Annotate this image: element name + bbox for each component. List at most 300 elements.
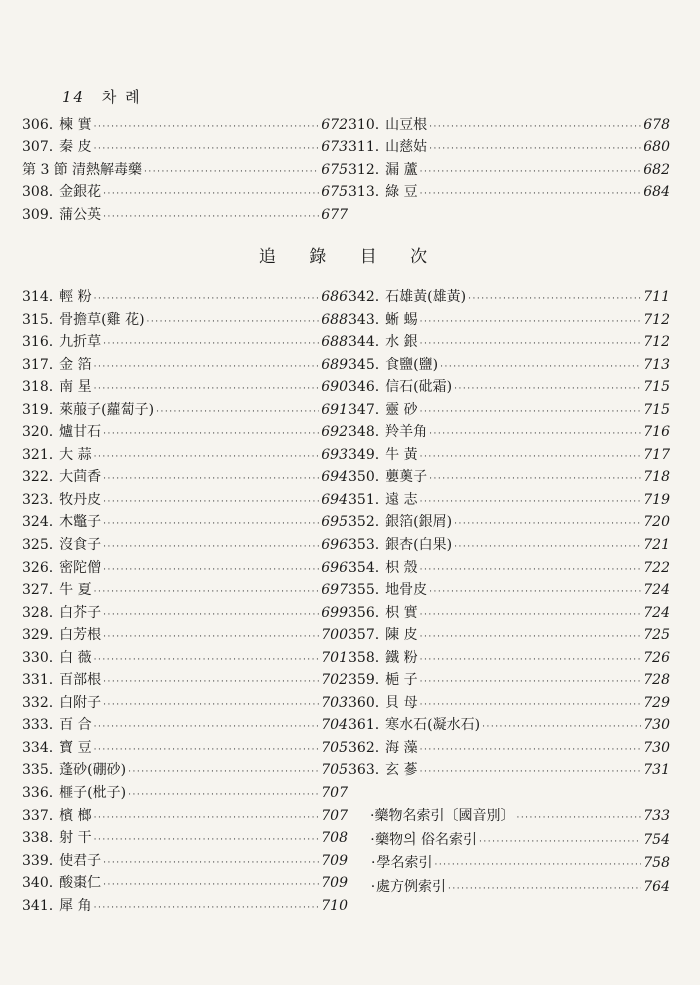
entry-number: 353.	[348, 537, 380, 554]
entry-page: 692	[321, 424, 348, 441]
entry-page: 691	[321, 401, 348, 418]
entry-page: 730	[643, 717, 670, 734]
dot-leader	[128, 767, 319, 777]
entry-number: 323.	[22, 491, 54, 508]
entry-page: 704	[321, 717, 348, 734]
entry-number: 319.	[22, 401, 54, 418]
toc-entry	[348, 331, 670, 354]
entry-name: 枳 實	[385, 604, 418, 621]
toc-entry	[348, 714, 670, 737]
dot-leader	[94, 722, 320, 732]
toc-entry	[22, 579, 348, 602]
entry-name: 酸棗仁	[59, 875, 102, 892]
entry-name: 輕 粉	[59, 289, 92, 305]
entry-number: 344.	[348, 334, 380, 351]
entry-number: 347.	[348, 401, 380, 418]
entry-name: 白芥子	[59, 604, 102, 621]
entry-name: 榧子(枇子)	[59, 785, 127, 802]
entry-page: 696	[321, 537, 348, 554]
entry-page: 731	[643, 762, 670, 779]
entry-page: 695	[321, 514, 348, 531]
appendix-heading: 追 錄 目 次	[258, 247, 442, 267]
entry-page: 686	[321, 289, 348, 305]
entry-number: 338.	[22, 830, 54, 847]
dot-leader	[420, 565, 642, 575]
entry-name: 貝 母	[385, 694, 418, 711]
entry-number: 352.	[348, 514, 380, 531]
dot-leader	[103, 497, 319, 507]
toc-entry	[348, 602, 670, 625]
dot-leader	[103, 519, 319, 529]
toc-entry	[22, 557, 348, 580]
entry-name: 萊菔子(蘿蔔子)	[59, 401, 155, 418]
dot-leader	[420, 189, 642, 199]
entry-number: 331.	[22, 672, 54, 689]
dot-leader	[147, 317, 320, 327]
entry-page: 709	[321, 852, 348, 869]
toc-entry	[22, 872, 348, 895]
toc-entry	[22, 759, 348, 782]
entry-name: 楝 實	[59, 117, 92, 133]
dot-leader	[420, 497, 642, 507]
entry-number: 359.	[348, 672, 380, 689]
entry-number: 312.	[348, 161, 380, 178]
toc-entry	[348, 534, 670, 557]
entry-name: 使君子	[59, 852, 102, 869]
entry-page: 672	[321, 117, 348, 133]
entry-number: 330.	[22, 649, 54, 666]
toc-entry	[22, 159, 348, 181]
entry-name: 牛 黃	[385, 446, 418, 463]
dot-leader	[103, 610, 319, 620]
toc-entry	[22, 669, 348, 692]
entry-name: 密陀僧	[59, 559, 102, 576]
entry-page: 718	[643, 469, 670, 486]
dot-leader	[420, 407, 642, 417]
toc-entry	[348, 159, 670, 181]
entry-number: 348.	[348, 424, 380, 441]
entry-number: 358.	[348, 649, 380, 666]
toc-entry	[22, 331, 348, 354]
page-running-title: 차 례	[101, 88, 142, 106]
bullet: ·	[370, 878, 376, 895]
entry-number: 341.	[22, 897, 54, 914]
entry-page: 764	[643, 878, 670, 895]
dot-leader	[420, 677, 642, 687]
dot-leader	[429, 122, 641, 132]
toc-entry	[22, 399, 348, 422]
toc-entry	[22, 309, 348, 332]
entry-page: 703	[321, 694, 348, 711]
toc-entry	[348, 669, 670, 692]
entry-page: 702	[321, 672, 348, 689]
entry-name: 蜥 蜴	[385, 311, 418, 328]
entry-name: 大 蒜	[59, 446, 92, 463]
toc-entry	[348, 466, 670, 489]
entry-page: 700	[321, 627, 348, 644]
entry-name: 玄 蔘	[385, 762, 418, 779]
entry-number: 308.	[22, 184, 54, 201]
entry-page: 726	[643, 649, 670, 666]
entry-page: 694	[321, 491, 348, 508]
toc-entry	[348, 444, 670, 467]
entry-page: 709	[321, 875, 348, 892]
dot-leader	[454, 384, 641, 394]
entry-name: 木鼈子	[59, 514, 102, 531]
toc-entry	[22, 204, 348, 226]
bullet: ·	[370, 808, 375, 824]
entry-page: 724	[643, 604, 670, 621]
entry-number: 315.	[22, 311, 54, 328]
index-entry	[370, 876, 670, 900]
dot-leader	[94, 835, 320, 845]
entry-name: 沒食子	[59, 537, 102, 554]
dot-leader	[103, 429, 319, 439]
toc-entry	[22, 181, 348, 203]
entry-page: 712	[643, 311, 670, 328]
entry-page: 675	[321, 161, 348, 178]
entry-page: 680	[643, 139, 670, 156]
entry-number: 310.	[348, 117, 380, 133]
appendix-right-column	[348, 286, 670, 782]
dot-leader	[429, 474, 641, 484]
toc-entry	[22, 136, 348, 158]
entry-page: 733	[643, 808, 670, 824]
entry-page: 711	[643, 289, 670, 305]
entry-number: 339.	[22, 852, 54, 869]
entry-name: 銀箔(銀屑)	[385, 514, 453, 531]
dot-leader	[479, 837, 641, 847]
toc-entry	[348, 286, 670, 309]
dot-leader	[103, 565, 319, 575]
dot-leader	[103, 632, 319, 642]
dot-leader	[434, 860, 641, 870]
entry-page: 693	[321, 446, 348, 463]
entry-number: 328.	[22, 604, 54, 621]
entry-name: 白附子	[59, 694, 102, 711]
dot-leader	[516, 813, 641, 823]
entry-number: 306.	[22, 117, 54, 133]
entry-name: 爐甘石	[59, 424, 102, 441]
bullet: ·	[371, 855, 376, 871]
entry-number: 332.	[22, 694, 54, 711]
entry-page: 688	[321, 311, 348, 328]
entry-page: 688	[321, 334, 348, 351]
index-list	[370, 805, 670, 899]
dot-leader	[103, 474, 319, 484]
entry-name: 地骨皮	[385, 582, 428, 599]
dot-leader	[420, 632, 642, 642]
toc-entry	[22, 714, 348, 737]
entry-number: 325.	[22, 537, 54, 554]
toc-entry	[348, 511, 670, 534]
entry-name: 射 干	[59, 830, 92, 847]
entry-name: 處方例索引	[376, 878, 447, 895]
entry-number: 361.	[348, 717, 380, 734]
entry-number: 311.	[348, 139, 380, 156]
dot-leader	[420, 339, 642, 349]
dot-leader	[420, 700, 642, 710]
entry-name: 信石(砒霜)	[385, 379, 453, 396]
entry-page: 724	[643, 582, 670, 599]
toc-entry	[22, 737, 348, 760]
entry-name: 犀 角	[59, 897, 92, 914]
dot-leader	[420, 167, 642, 177]
entry-name: 南 星	[59, 379, 92, 396]
entry-number: 351.	[348, 491, 380, 508]
entry-page: 697	[321, 582, 348, 599]
dot-leader	[468, 294, 641, 304]
dot-leader	[94, 122, 320, 132]
appendix-left-column	[22, 286, 348, 917]
entry-name: 藥物의 俗名索引	[375, 831, 478, 848]
entry-page: 729	[643, 694, 670, 711]
entry-number: 326.	[22, 559, 54, 576]
toc-entry	[22, 692, 348, 715]
entry-name: 牧丹皮	[59, 491, 102, 508]
toc-entry	[22, 354, 348, 377]
entry-number: 334.	[22, 739, 54, 756]
dot-leader	[94, 655, 320, 665]
entry-page: 721	[643, 537, 670, 554]
entry-name: 山慈姑	[385, 139, 428, 156]
dot-leader	[103, 542, 319, 552]
entry-page: 705	[321, 762, 348, 779]
entry-number: 337.	[22, 807, 54, 824]
dot-leader	[94, 903, 320, 913]
dot-leader	[94, 384, 320, 394]
entry-number: 354.	[348, 559, 380, 576]
entry-number: 316.	[22, 334, 54, 351]
toc-entry	[348, 376, 670, 399]
entry-page: 728	[643, 672, 670, 689]
toc-entry	[22, 895, 348, 918]
entry-name: 牛 夏	[59, 582, 92, 599]
entry-number: 362.	[348, 739, 380, 756]
entry-page: 725	[643, 627, 670, 644]
entry-page: 713	[643, 356, 670, 373]
entry-page: 715	[643, 401, 670, 418]
entry-name: 靈 砂	[385, 401, 418, 418]
entry-number: 333.	[22, 717, 54, 734]
dot-leader	[420, 745, 642, 755]
toc-entry	[22, 286, 348, 309]
entry-name: 秦 皮	[59, 139, 92, 156]
entry-page: 708	[321, 830, 348, 847]
entry-number: 314.	[22, 289, 54, 305]
page-header	[62, 86, 142, 107]
dot-leader	[420, 767, 642, 777]
entry-page: 758	[643, 855, 670, 871]
entry-name: 骨擔草(雞 花)	[59, 311, 145, 328]
dot-leader	[429, 587, 641, 597]
dot-leader	[440, 362, 641, 372]
entry-number: 321.	[22, 446, 54, 463]
toc-entry	[22, 489, 348, 512]
dot-leader	[94, 362, 320, 372]
toc-entry	[22, 466, 348, 489]
dot-leader	[420, 655, 642, 665]
toc-entry	[348, 309, 670, 332]
entry-page: 754	[643, 831, 670, 848]
entry-number: 357.	[348, 627, 380, 644]
entry-number: 第 3 節	[22, 161, 68, 178]
entry-number: 313.	[348, 184, 380, 201]
entry-name: 食鹽(鹽)	[385, 356, 439, 373]
entry-number: 342.	[348, 289, 380, 305]
dot-leader	[454, 542, 641, 552]
entry-name: 梔 子	[385, 672, 418, 689]
entry-number: 320.	[22, 424, 54, 441]
entry-number: 322.	[22, 469, 54, 486]
entry-name: 清熱解毒藥	[72, 161, 142, 178]
entry-name: 水 銀	[385, 334, 418, 351]
toc-entry	[22, 602, 348, 625]
entry-page: 705	[321, 739, 348, 756]
entry-name: 海 藻	[385, 739, 418, 756]
toc-entry	[348, 557, 670, 580]
entry-name: 金 箔	[59, 356, 92, 373]
toc-entry	[22, 624, 348, 647]
entry-name: 羚羊角	[385, 424, 428, 441]
entry-name: 陳 皮	[385, 627, 418, 644]
entry-number: 355.	[348, 582, 380, 599]
toc-top-left-column	[22, 114, 348, 226]
entry-name: 蘡薁子	[385, 469, 428, 486]
entry-name: 白 薇	[59, 649, 92, 666]
toc-entry	[22, 805, 348, 828]
dot-leader	[94, 294, 320, 304]
entry-name: 漏 蘆	[385, 161, 418, 178]
dot-leader	[103, 339, 319, 349]
entry-name: 寒水石(凝水石)	[385, 717, 481, 734]
entry-number: 307.	[22, 139, 54, 156]
dot-leader	[420, 610, 642, 620]
entry-name: 白芳根	[59, 627, 102, 644]
toc-entry	[348, 399, 670, 422]
toc-top-right-column	[348, 114, 670, 204]
entry-number: 318.	[22, 379, 54, 396]
entry-page: 699	[321, 604, 348, 621]
dot-leader	[103, 677, 319, 687]
entry-page: 678	[643, 117, 670, 133]
dot-leader	[144, 167, 319, 177]
entry-number: 327.	[22, 582, 54, 599]
entry-name: 學名索引	[376, 855, 433, 871]
entry-name: 檳 榔	[59, 807, 92, 824]
entry-number: 356.	[348, 604, 380, 621]
dot-leader	[103, 858, 319, 868]
dot-leader	[94, 813, 320, 823]
entry-name: 百 合	[59, 717, 92, 734]
dot-leader	[429, 144, 641, 154]
entry-name: 綠 豆	[385, 184, 418, 201]
toc-entry	[348, 181, 670, 203]
toc-entry	[22, 827, 348, 850]
toc-entry	[348, 421, 670, 444]
dot-leader	[94, 144, 320, 154]
entry-number: 360.	[348, 694, 380, 711]
toc-entry	[348, 624, 670, 647]
toc-entry	[22, 647, 348, 670]
dot-leader	[420, 317, 642, 327]
entry-number: 309.	[22, 206, 54, 223]
dot-leader	[454, 519, 641, 529]
entry-page: 701	[321, 649, 348, 666]
page-number: 14	[62, 88, 86, 106]
entry-name: 鐵 粉	[385, 649, 418, 666]
toc-entry	[22, 114, 348, 136]
toc-entry	[348, 647, 670, 670]
entry-page: 690	[321, 379, 348, 396]
toc-entry	[22, 421, 348, 444]
entry-name: 銀杏(白果)	[385, 537, 453, 554]
toc-entry	[22, 511, 348, 534]
index-entry	[370, 829, 670, 853]
entry-page: 682	[643, 161, 670, 178]
toc-entry	[22, 850, 348, 873]
entry-page: 707	[321, 785, 348, 802]
dot-leader	[103, 189, 319, 199]
entry-page: 716	[643, 424, 670, 441]
entry-name: 石雄黃(雄黃)	[385, 289, 467, 305]
entry-page: 673	[321, 139, 348, 156]
entry-number: 350.	[348, 469, 380, 486]
toc-entry	[348, 692, 670, 715]
toc-entry	[348, 579, 670, 602]
dot-leader	[94, 745, 320, 755]
entry-number: 349.	[348, 446, 380, 463]
dot-leader	[94, 452, 320, 462]
entry-page: 694	[321, 469, 348, 486]
toc-entry	[348, 114, 670, 136]
entry-name: 枳 殼	[385, 559, 418, 576]
dot-leader	[103, 212, 319, 222]
index-entry	[370, 852, 670, 876]
entry-page: 719	[643, 491, 670, 508]
toc-entry	[22, 782, 348, 805]
entry-page: 730	[643, 739, 670, 756]
dot-leader	[429, 429, 641, 439]
toc-entry	[22, 444, 348, 467]
entry-number: 324.	[22, 514, 54, 531]
entry-page: 720	[643, 514, 670, 531]
entry-name: 遠 志	[385, 491, 418, 508]
entry-page: 677	[321, 206, 348, 223]
dot-leader	[94, 587, 320, 597]
entry-number: 329.	[22, 627, 54, 644]
entry-page: 717	[643, 446, 670, 463]
entry-name: 蓬砂(硼砂)	[59, 762, 127, 779]
entry-page: 710	[321, 897, 348, 914]
entry-number: 343.	[348, 311, 380, 328]
entry-name: 藥物名索引〔國音別〕	[374, 808, 515, 824]
toc-entry	[348, 737, 670, 760]
entry-name: 寶 豆	[59, 739, 92, 756]
toc-entry	[348, 489, 670, 512]
entry-number: 345.	[348, 356, 380, 373]
bullet: ·	[370, 831, 375, 848]
entry-name: 蒲公英	[59, 206, 102, 223]
toc-entry	[348, 136, 670, 158]
entry-page: 707	[321, 807, 348, 824]
entry-page: 684	[643, 184, 670, 201]
entry-name: 百部根	[59, 672, 102, 689]
dot-leader	[420, 452, 642, 462]
entry-number: 317.	[22, 356, 54, 373]
entry-page: 689	[321, 356, 348, 373]
index-entry	[370, 805, 670, 829]
